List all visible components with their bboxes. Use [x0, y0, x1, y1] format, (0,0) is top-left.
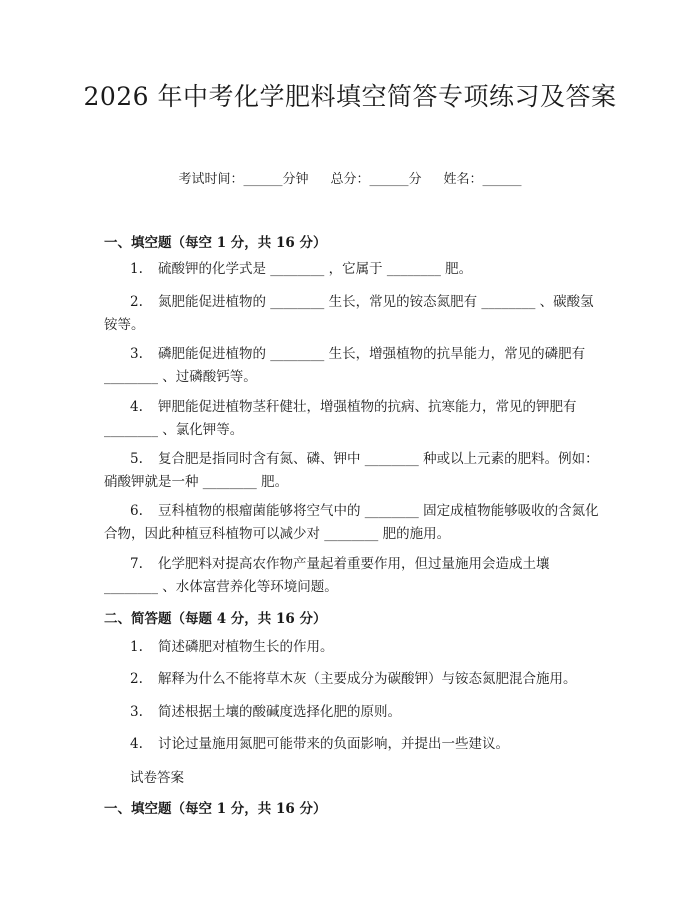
- exam-score: 总分：______分: [330, 172, 422, 187]
- answer-section-heading: 一、填空题（每空 1 分，共 16 分）: [104, 801, 327, 817]
- fill-question-1: [104, 258, 604, 281]
- section-heading-short-answer: 二、简答题（每题 4 分，共 16 分）: [104, 611, 327, 627]
- short-question-2: [104, 668, 604, 691]
- question-text: 豆科植物的根瘤菌能够将空气中的 ________ 固定成植物能够吸收的含氮化合物，因此种植豆科植物可以减少对 ________ 肥的施用。: [104, 503, 599, 542]
- question-number: 4.: [130, 399, 143, 415]
- fill-question-3: [104, 343, 604, 389]
- question-number: 4.: [130, 736, 143, 752]
- question-text: 磷肥能促进植物的 ________ 生长，增强植物的抗旱能力，常见的磷肥有 ________ 、过磷酸钙等。: [104, 346, 586, 385]
- question-text: 硫酸钾的化学式是 ________ ，它属于 ________ 肥。: [158, 261, 473, 277]
- section-heading-fill: 一、填空题（每空 1 分，共 16 分）: [104, 235, 327, 251]
- fill-question-5: [104, 448, 604, 494]
- question-number: 7.: [130, 556, 143, 572]
- question-text: 解释为什么不能将草木灰（主要成分为碳酸钾）与铵态氮肥混合施用。: [158, 671, 577, 687]
- question-text: 简述根据土壤的酸碱度选择化肥的原则。: [158, 704, 401, 720]
- fill-question-6: [104, 500, 604, 546]
- question-number: 1.: [130, 261, 143, 277]
- exam-meta: [0, 168, 700, 187]
- question-text: 氮肥能促进植物的 ________ 生长，常见的铵态氮肥有 ________ 、碳酸氢铵等。: [104, 294, 594, 333]
- question-text: 讨论过量施用氮肥可能带来的负面影响，并提出一些建议。: [158, 736, 509, 752]
- question-number: 3.: [130, 704, 143, 720]
- question-number: 2.: [130, 671, 143, 687]
- fill-question-4: [104, 396, 604, 442]
- page-title: 2026 年中考化学肥料填空简答专项练习及答案: [83, 82, 617, 111]
- answers-label: 试卷答案: [130, 770, 184, 786]
- question-number: 2.: [130, 294, 143, 310]
- question-number: 3.: [130, 346, 143, 362]
- question-number: 1.: [130, 639, 143, 655]
- short-question-3: [104, 701, 604, 724]
- question-text: 化学肥料对提高农作物产量起着重要作用，但过量施用会造成土壤 ________ 、水体富营养化等环境问题。: [104, 556, 550, 595]
- question-text: 简述磷肥对植物生长的作用。: [158, 639, 334, 655]
- question-text: 钾肥能促进植物茎秆健壮，增强植物的抗病、抗寒能力，常见的钾肥有 ________ 、氯化钾等。: [104, 399, 577, 438]
- question-text: 复合肥是指同时含有氮、磷、钾中 ________ 种或以上元素的肥料。例如：硝酸钾就是一种 ________ 肥。: [104, 451, 599, 490]
- short-question-1: [104, 636, 604, 659]
- exam-time: 考试时间：______分钟: [178, 172, 309, 187]
- fill-question-2: [104, 291, 604, 337]
- fill-question-7: [104, 553, 604, 599]
- short-question-4: [104, 733, 604, 756]
- question-number: 6.: [130, 503, 143, 519]
- exam-name: 姓名：______: [443, 172, 522, 187]
- question-number: 5.: [130, 451, 143, 467]
